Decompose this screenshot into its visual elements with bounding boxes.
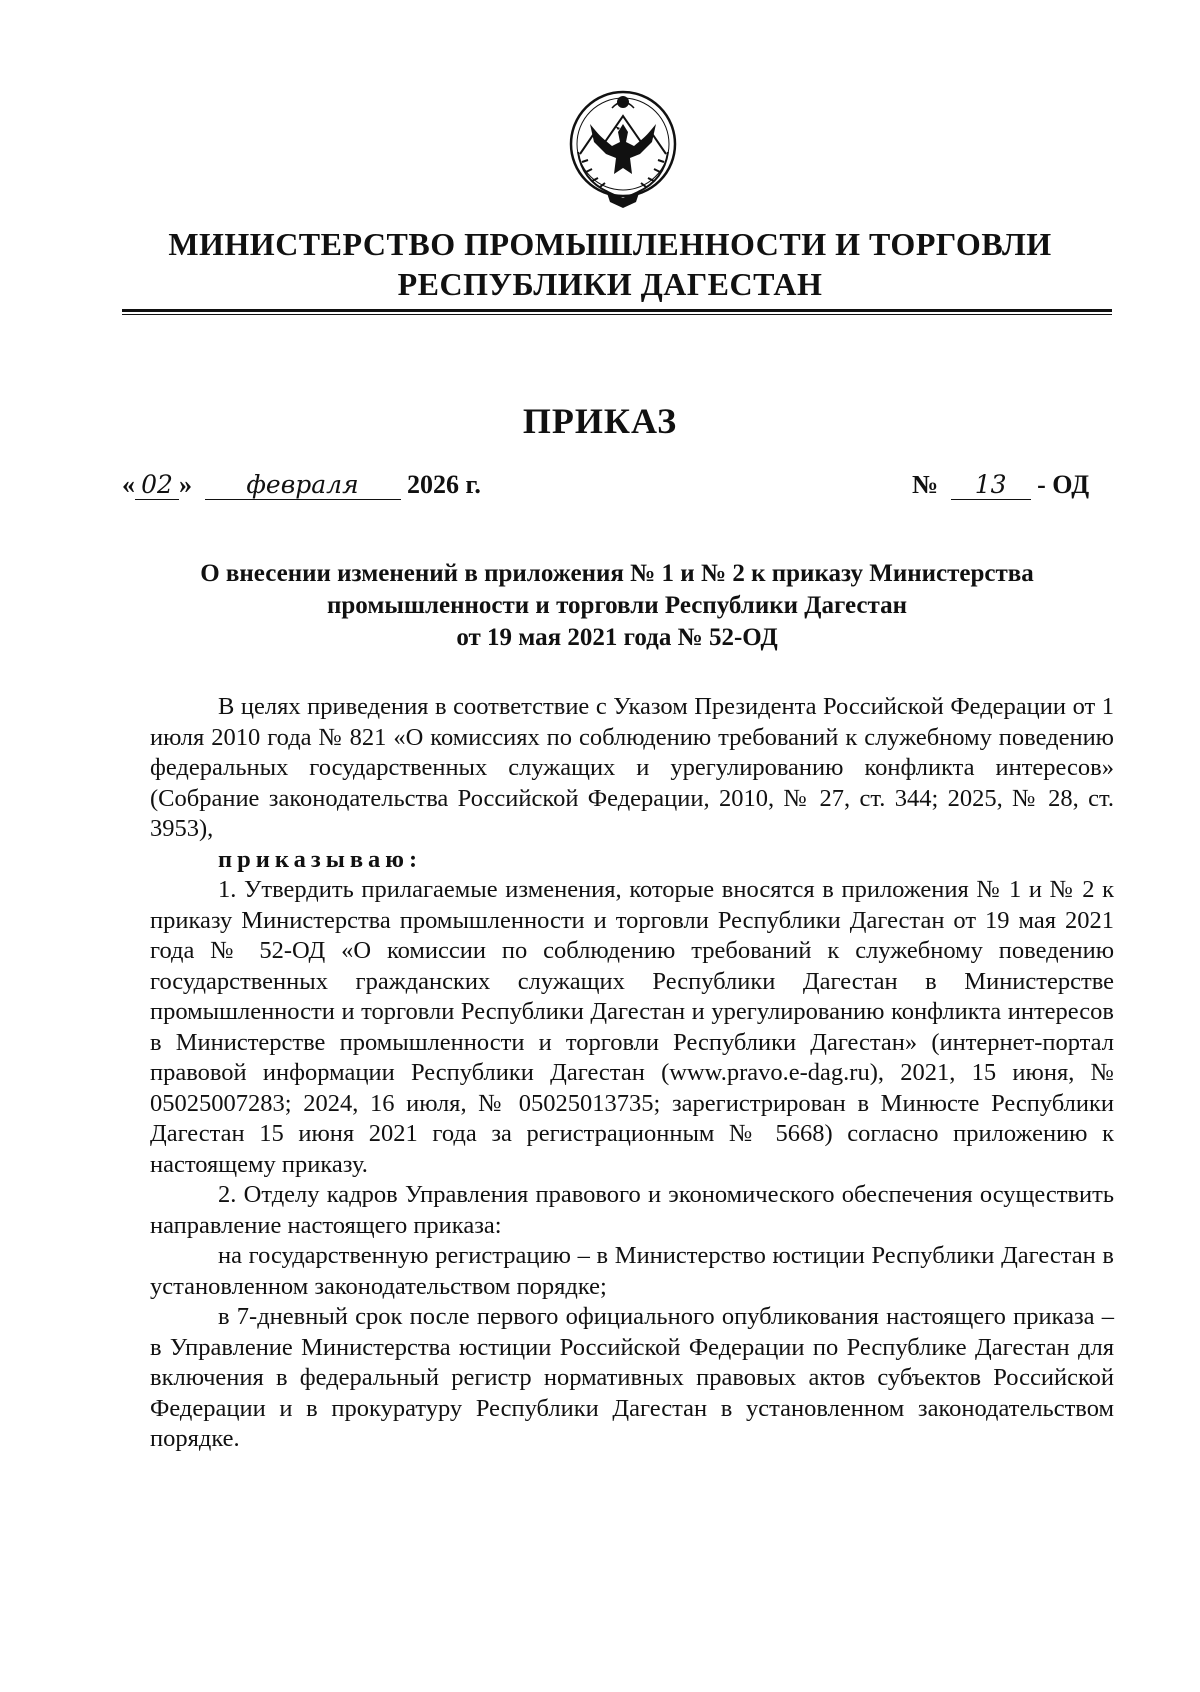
date-quote-open: « — [122, 470, 135, 499]
order-number — [912, 470, 1089, 500]
preamble-paragraph: В целях приведения в соответствие с Указом Президента Российской Федерации от 1 июля 2010 года № 821 «О комиссиях по соблюдению требований к служебному поведению федеральных государственных служащих и урегулированию конфликта интересов» (Собрание законодательства Российской Федерации, 2010, № 27, ст. 344; 2025, № 28, ст. 3953), — [150, 693, 1114, 842]
item2b-paragraph: в 7-дневный срок после первого официального опубликования настоящего приказа – в Управление Министерства юстиции Российской Федерации по Республике Дагестан для включения в федеральный регистр нормативных правовых актов субъектов Российской Федерации и в прокуратуру Республики Дагестан в установленном законодательством порядке. — [150, 1303, 1114, 1452]
date-day-handwritten: 02 — [135, 470, 179, 500]
order-body — [150, 692, 1114, 1455]
item1-paragraph: 1. Утвердить прилагаемые изменения, которые вносятся в приложения № 1 и № 2 к приказу Министерства промышленности и торговли Республики Дагестан от 19 мая 2021 года № 52-ОД «О комиссии по соблюдению требований к служебному поведению государственных гражданских служащих Республики Дагестан в Министерстве промышленности и торговли Республики Дагестан и урегулированию конфликта интересов в Министерстве промышленности и торговли Республики Дагестан» (интернет-портал правовой информации Республики Дагестан (www.pravo.e-dag.ru), 2021, 15 июня, № 05025007283; 2024, 16 июля, № 05025013735; зарегистрирован в Минюсте Республики Дагестан 15 июня 2021 года за регистрационным № 5668) согласно приложению к настоящему приказу. — [150, 876, 1114, 1178]
order-date — [122, 470, 481, 500]
ministry-name-line1: МИНИСТЕРСТВО ПРОМЫШЛЕННОСТИ И ТОРГОВЛИ — [168, 226, 1052, 262]
number-suffix: - ОД — [1037, 470, 1090, 499]
header-divider-thick — [122, 309, 1112, 312]
decree-word: приказываю: — [218, 845, 423, 873]
order-subject — [122, 558, 1112, 654]
date-year: 2026 г. — [407, 470, 481, 499]
number-prefix: № — [912, 470, 939, 499]
date-month-handwritten: февраля — [205, 470, 401, 500]
item2a-paragraph: на государственную регистрацию – в Министерство юстиции Республики Дагестан в установленном законодательством порядке; — [150, 1242, 1114, 1300]
date-quote-close: » — [179, 470, 192, 499]
subject-line2: промышленности и торговли Республики Дагестан — [326, 592, 907, 619]
subject-line3: от 19 мая 2021 года № 52-ОД — [456, 624, 778, 651]
item2-paragraph: 2. Отделу кадров Управления правового и экономического обеспечения осуществить направление настоящего приказа: — [150, 1181, 1114, 1239]
ministry-name-line2: РЕСПУБЛИКИ ДАГЕСТАН — [397, 266, 823, 302]
document-title: ПРИКАЗ — [522, 401, 678, 441]
subject-line1: О внесении изменений в приложения № 1 и № 2 к приказу Министерства — [200, 560, 1034, 587]
number-handwritten: 13 — [951, 470, 1031, 500]
header-divider-thin — [122, 314, 1112, 315]
dagestan-coat-of-arms-icon — [560, 82, 686, 212]
